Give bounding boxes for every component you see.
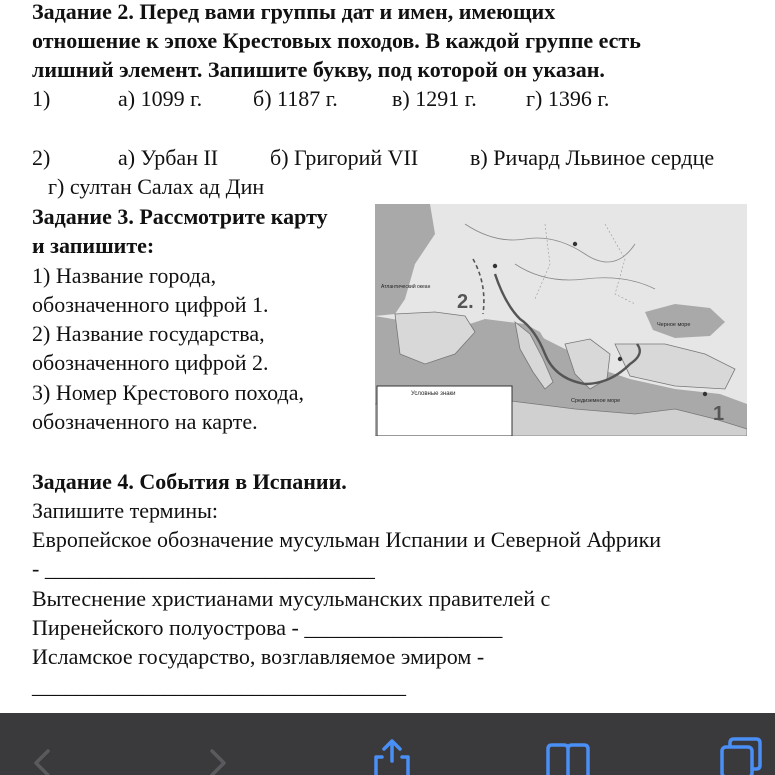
group2-option-c: в) Ричард Львиное сердце [470, 145, 715, 170]
task3-title-line1: Задание 3. Рассмотрите карту [32, 204, 328, 229]
share-button[interactable] [370, 713, 414, 775]
group1-number: 1) [32, 86, 51, 111]
task3-item: обозначенного цифрой 2. [32, 350, 269, 375]
task3-item: 1) Название города, [32, 263, 217, 288]
group2-option-a: а) Урбан II [118, 145, 219, 170]
forward-button[interactable] [198, 713, 238, 775]
tabs-button[interactable] [716, 713, 768, 775]
group1-option-a: а) 1099 г. [118, 86, 203, 111]
task4-title: Задание 4. События в Испании. [32, 469, 347, 494]
city-dot [573, 242, 577, 246]
bookmarks-button[interactable] [542, 713, 594, 775]
mediterranean-label: Средиземное море [571, 398, 621, 404]
task4-subtitle: Запишите термины: [32, 498, 219, 523]
atlantic-label: Атлантический океан [381, 284, 431, 290]
share-icon [370, 713, 414, 775]
group1-option-c: в) 1291 г. [392, 86, 477, 111]
browser-toolbar [0, 713, 775, 775]
task3-item: 2) Название государства, [32, 321, 265, 346]
city-dot [618, 357, 622, 361]
group1-option-b: б) 1187 г. [253, 86, 338, 111]
task2-title-line1: Задание 2. Перед вами группы дат и имен, имеющих [32, 0, 556, 24]
back-icon [22, 713, 62, 775]
crusades-map [375, 204, 747, 436]
city-dot [703, 392, 707, 396]
task2-title-line3: лишний элемент. Запишите букву, под которой он указан. [32, 57, 605, 82]
task4-answer-line: Пиренейского полуострова - __________________ [32, 615, 503, 640]
task3-title-line2: и запишите: [32, 233, 155, 258]
group2-option-b: б) Григорий VII [270, 145, 419, 170]
black-sea-label: Черное море [657, 322, 691, 328]
task4-line: Исламское государство, возглавляемое эмиром - [32, 644, 485, 669]
map-marker-2: 2. [457, 291, 474, 313]
back-button[interactable] [22, 713, 62, 775]
group2-option-d: г) султан Салах ад Дин [48, 174, 265, 199]
map-marker-1: 1 [713, 403, 725, 425]
task4-answer-line: __________________________________ [32, 673, 406, 698]
book-icon [542, 713, 594, 775]
task4-line: Европейское обозначение мусульман Испании и Северной Африки [32, 527, 662, 552]
task3-item: обозначенного на карте. [32, 409, 258, 434]
task4-answer-line: - ______________________________ [32, 556, 375, 581]
task2-title-line2: отношение к эпохе Крестовых походов. В каждой группе есть [32, 28, 641, 53]
group2-number: 2) [32, 145, 51, 170]
group1-option-d: г) 1396 г. [526, 86, 610, 111]
city-dot [493, 264, 497, 268]
task3-item: обозначенного цифрой 1. [32, 292, 269, 317]
task3-item: 3) Номер Крестового похода, [32, 380, 304, 405]
map-legend-title: Условные знаки [411, 391, 456, 397]
task4-line: Вытеснение христианами мусульманских правителей с [32, 586, 551, 611]
forward-icon [198, 713, 238, 775]
tabs-icon [716, 713, 768, 775]
